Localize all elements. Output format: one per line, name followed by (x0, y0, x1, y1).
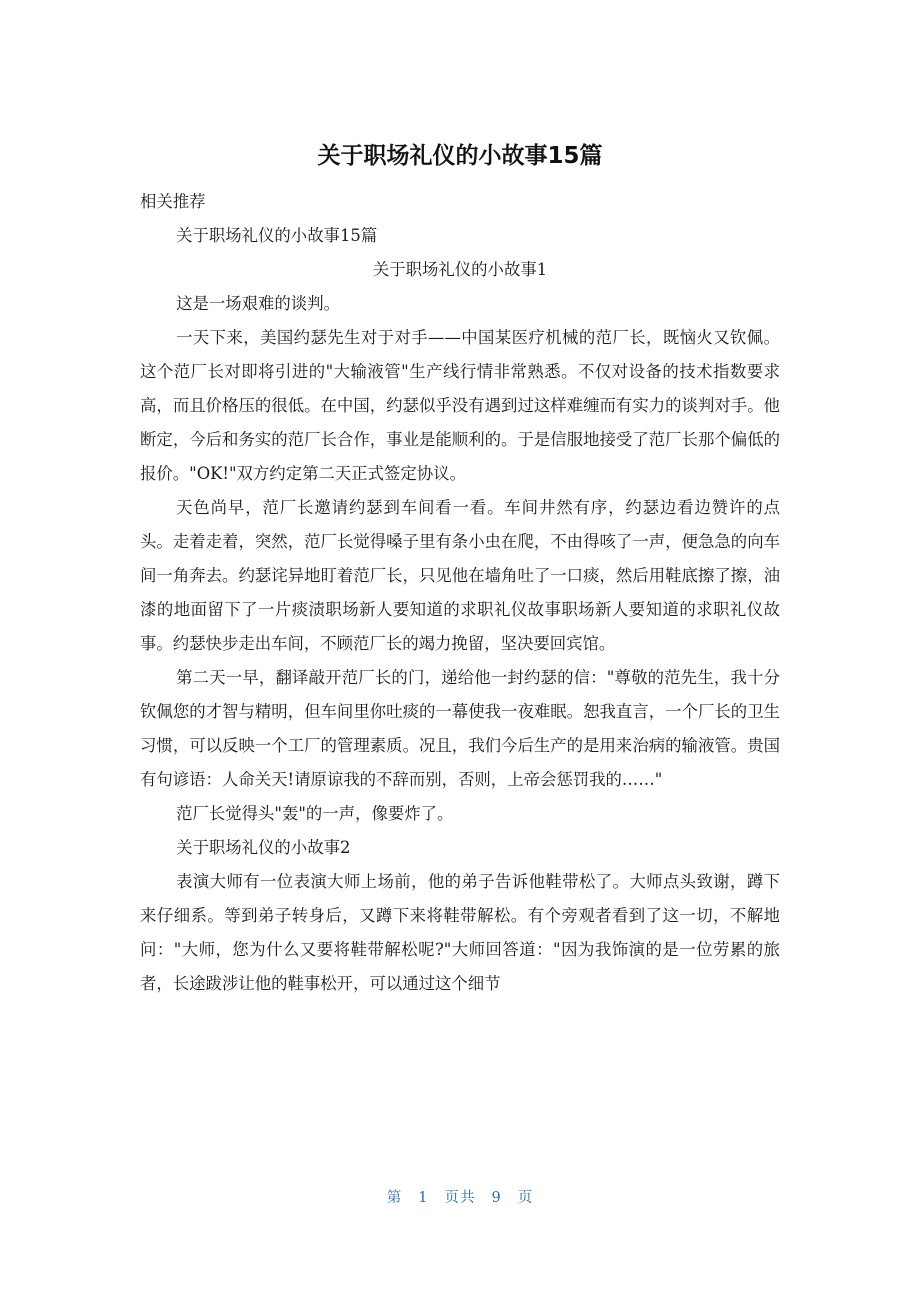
paragraph: 范厂长觉得头"轰"的一声，像要炸了。 (176, 804, 454, 823)
paragraph: 这是一场艰难的谈判。 (176, 294, 340, 313)
paragraph: 关于职场礼仪的小故事15篇 (176, 226, 378, 245)
page-label-pre: 第 (386, 1190, 403, 1206)
page-label-mid: 页共 (444, 1190, 476, 1206)
paragraph: 一天下来，美国约瑟先生对于对手——中国某医疗机械的范厂长，既恼火又钦佩。这个范厂长对即将引进的"大输液管"生产线行情非常熟悉。不仅对设备的技术指数要求高，而且价格压的很低。在中国，约瑟似乎没有遇到过这样难缠而有实力的谈判对手。他断定，今后和务实的范厂长合作，事业是能顺利的。于是信服地接受了范厂长那个偏低的报价。"OK!"双方约定第二天正式签定协议。 (140, 328, 780, 483)
paragraph: 表演大师有一位表演大师上场前，他的弟子告诉他鞋带松了。大师点头致谢，蹲下来仔细系。等到弟子转身后，又蹲下来将鞋带解松。有个旁观者看到了这一切，不解地问："大师，您为什么又要将鞋带解松呢?"大师回答道："因为我饰演的是一位劳累的旅者，长途跋涉让他的鞋事松开，可以通过这个细节 (140, 872, 780, 993)
section-heading: 关于职场礼仪的小故事1 (372, 260, 548, 279)
page-current: 1 (418, 1190, 429, 1206)
related-label: 相关推荐 (140, 192, 206, 211)
page-label-post: 页 (517, 1190, 534, 1206)
page-footer (0, 1186, 920, 1210)
section-heading: 关于职场礼仪的小故事2 (176, 838, 351, 857)
paragraph: 天色尚早，范厂长邀请约瑟到车间看一看。车间井然有序，约瑟边看边赞许的点头。走着走着，突然，范厂长觉得嗓子里有条小虫在爬，不由得咳了一声，便急急的向车间一角奔去。约瑟诧异地盯着范厂长，只见他在墙角吐了一口痰，然后用鞋底擦了擦，油漆的地面留下了一片痰渍职场新人要知道的求职礼仪故事职场新人要知道的求职礼仪故事。约瑟快步走出车间，不顾范厂长的竭力挽留，坚决要回宾馆。 (140, 498, 780, 653)
document-body (140, 185, 780, 1001)
paragraph: 第二天一早，翻译敲开范厂长的门，递给他一封约瑟的信："尊敬的范先生，我十分钦佩您的才智与精明，但车间里你吐痰的一幕使我一夜难眠。恕我直言，一个厂长的卫生习惯，可以反映一个工厂的管理素质。况且，我们今后生产的是用来治病的输液管。贵国有句谚语：人命关天!请原谅我的不辞而别，否则，上帝会惩罚我的……" (140, 668, 780, 789)
document-title: 关于职场礼仪的小故事15篇 (317, 143, 603, 169)
page-total: 9 (491, 1190, 502, 1206)
